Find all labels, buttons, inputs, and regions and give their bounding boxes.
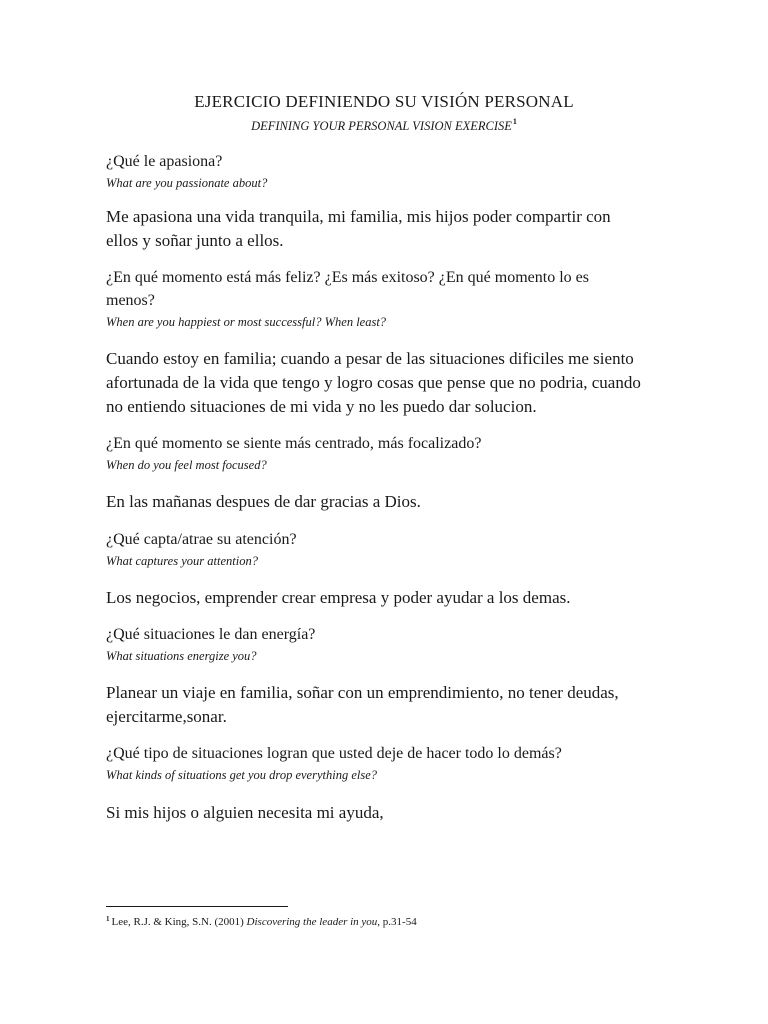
- question-es: ¿Qué tipo de situaciones logran que usted deje de hacer todo lo demás?: [106, 745, 562, 762]
- answer-block-happiest: [106, 347, 666, 419]
- answer-line: no entiendo situaciones de mi vida y no les puedo dar solucion.: [106, 397, 537, 416]
- document-subtitle: [0, 117, 768, 134]
- question-block-attention: [106, 528, 666, 571]
- question-block-passion: [106, 150, 666, 193]
- footnote-pages: , p.31-54: [377, 916, 417, 928]
- question-es: ¿Qué situaciones le dan energía?: [106, 626, 316, 643]
- answer-line: Me apasiona una vida tranquila, mi familia, mis hijos poder compartir con: [106, 207, 611, 226]
- answer-line: Los negocios, emprender crear empresa y poder ayudar a los demas.: [106, 588, 571, 607]
- footnote-authors: Lee, R.J. & King, S.N. (2001): [111, 916, 247, 928]
- question-es-line: menos?: [106, 292, 155, 309]
- answer-line: Cuando estoy en familia; cuando a pesar de las situaciones dificiles me siento: [106, 349, 634, 368]
- footnote: [106, 915, 417, 928]
- question-en: What captures your attention?: [106, 554, 258, 568]
- question-en: What are you passionate about?: [106, 176, 268, 190]
- question-block-focused: [106, 432, 666, 475]
- answer-block-focused: [106, 490, 666, 514]
- answer-block-passion: [106, 205, 666, 253]
- answer-block-energy: [106, 681, 666, 729]
- answer-line: ellos y soñar junto a ellos.: [106, 231, 284, 250]
- footnote-reference: 1: [512, 117, 517, 126]
- question-es: ¿Qué capta/atrae su atención?: [106, 531, 297, 548]
- question-en: When are you happiest or most successful? When least?: [106, 315, 387, 329]
- answer-line: Planear un viaje en familia, soñar con un emprendimiento, no tener deudas,: [106, 683, 619, 702]
- subtitle-text: DEFINING YOUR PERSONAL VISION EXERCISE: [251, 119, 512, 133]
- question-es-line: ¿En qué momento está más feliz? ¿Es más exitoso? ¿En qué momento lo es: [106, 269, 589, 286]
- answer-line: ejercitarme,sonar.: [106, 707, 227, 726]
- question-block-energy: [106, 623, 666, 666]
- question-en: What kinds of situations get you drop everything else?: [106, 768, 378, 782]
- question-block-happiest: [106, 266, 666, 332]
- footnote-marker: 1: [106, 915, 110, 923]
- question-es: ¿En qué momento se siente más centrado, más focalizado?: [106, 435, 482, 452]
- footnote-work-title: Discovering the leader in you: [246, 916, 378, 928]
- answer-line: afortunada de la vida que tengo y logro cosas que pense que no podria, cuando: [106, 373, 641, 392]
- document-title: EJERCICIO DEFINIENDO SU VISIÓN PERSONAL: [194, 92, 574, 111]
- question-en: When do you feel most focused?: [106, 458, 267, 472]
- answer-block-attention: [106, 586, 666, 610]
- question-en: What situations energize you?: [106, 649, 257, 663]
- answer-line: En las mañanas despues de dar gracias a Dios.: [106, 492, 421, 511]
- answer-block-drop-everything: [106, 801, 666, 825]
- question-es: ¿Qué le apasiona?: [106, 153, 223, 170]
- footnote-divider: [106, 906, 288, 907]
- question-block-drop-everything: [106, 742, 666, 785]
- answer-line: Si mis hijos o alguien necesita mi ayuda,: [106, 803, 384, 822]
